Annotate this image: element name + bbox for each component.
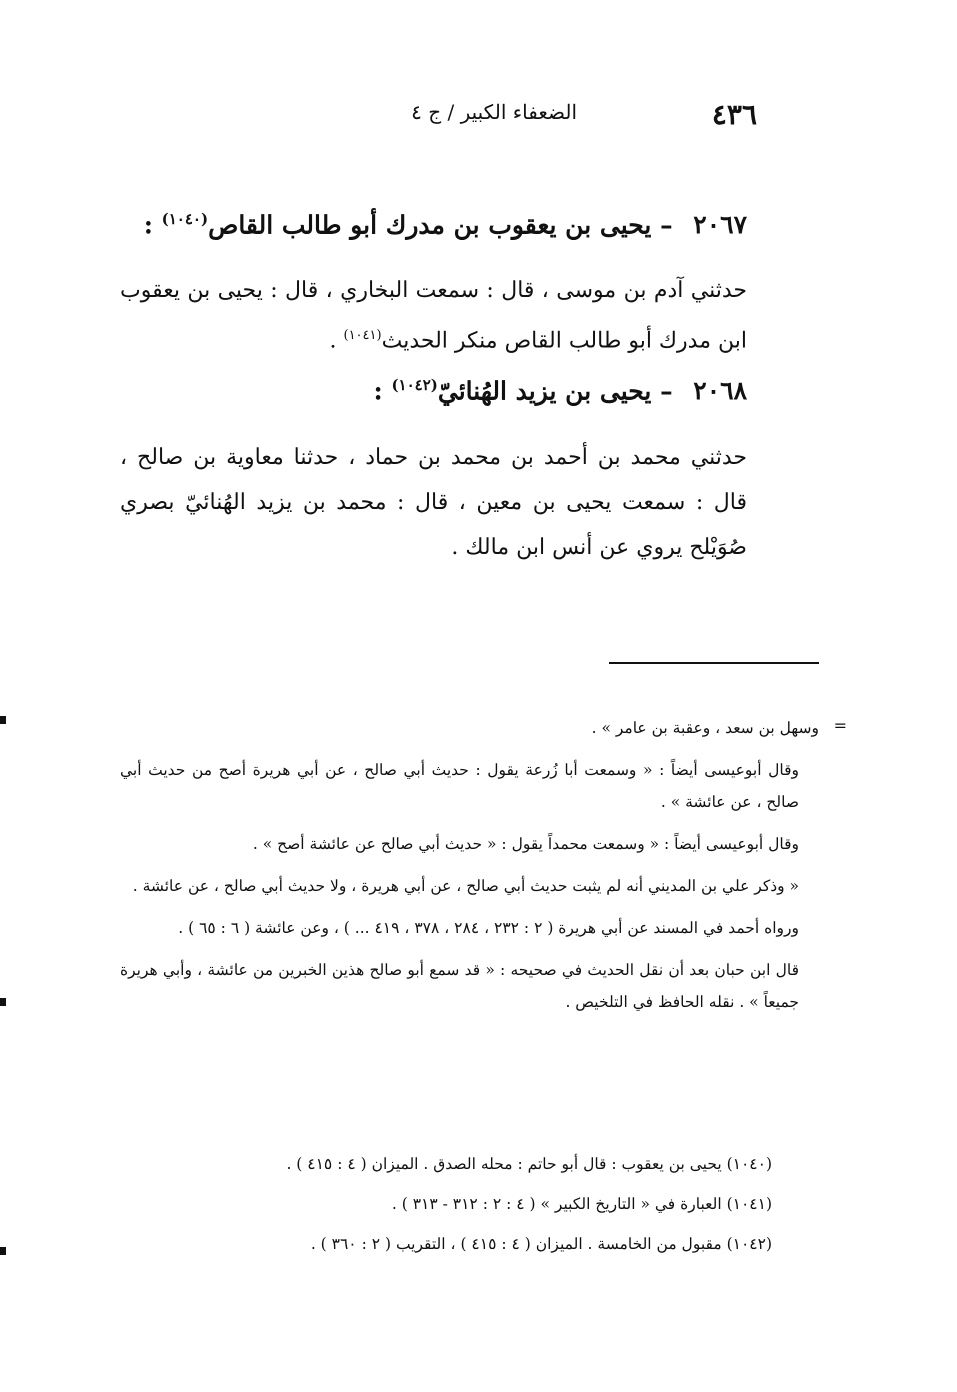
scan-edge-mark bbox=[0, 716, 6, 724]
entry-name: يحيى بن يعقوب بن مدرك أبو طالب القاص bbox=[208, 210, 652, 240]
note-paragraph: « وذكر علي بن المديني أنه لم يثبت حديث أبي صالح ، عن أبي هريرة ، ولا حديث أبي صالح ، عن عائشة . bbox=[132, 877, 799, 895]
footnotes bbox=[200, 1144, 772, 1264]
entry-dash: – bbox=[660, 376, 673, 406]
note-paragraph: وقال أبوعيسى أيضاً : « وسمعت أبا زُرعة يقول : حديث أبي صالح ، عن أبي هريرة أصح من حديث أبي صالح ، عن عائشة » . bbox=[120, 761, 799, 811]
entry-colon: : bbox=[143, 210, 153, 240]
page-number: ٤٣٦ bbox=[711, 98, 757, 131]
note-paragraph: ورواه أحمد في المسند عن أبي هريرة ( ٢ : ٢٣٢ ، ٢٨٤ ، ٣٧٨ ، ٤١٩ ... ) ، وعن عائشة ( ٦ : ٦٥ ) . bbox=[178, 919, 799, 937]
note-paragraph: قال ابن حبان بعد أن نقل الحديث في صحيحه : « قد سمع أبو صالح هذين الخبرين من عائشة ، وأبي هريرة جميعاً » . نقله الحافظ في التلخيص . bbox=[120, 961, 799, 1011]
scan-edge-mark bbox=[0, 998, 6, 1006]
note-paragraph: وسهل بن سعد ، وعقبة بن عامر » . bbox=[591, 719, 819, 737]
entry-number: ٢٠٦٨ bbox=[693, 376, 747, 406]
notes-section bbox=[120, 712, 819, 1028]
entry-text: حدثني آدم بن موسى ، قال : سمعت البخاري ، قال : يحيى بن يعقوب ابن مدرك أبو طالب القاص منكر الحديث bbox=[120, 278, 747, 354]
entry-colon: : bbox=[373, 376, 383, 406]
entry-number: ٢٠٦٧ bbox=[693, 210, 747, 240]
entry-heading-2068 bbox=[120, 376, 747, 405]
entry-name: يحيى بن يزيد الهُنائيّ bbox=[437, 376, 652, 406]
entry-heading-2067 bbox=[120, 210, 747, 239]
entry-text-2068 bbox=[120, 435, 747, 570]
footnote-1041: (١٠٤١) العبارة في « التاريخ الكبير » ( ٤ : ٢ : ٣١٢ - ٣١٣ ) . bbox=[391, 1195, 772, 1213]
footnote-1042: (١٠٤٢) مقبول من الخامسة . الميزان ( ٤ : ٤١٥ ) ، التقريب ( ٢ : ٣٦٠ ) . bbox=[310, 1235, 772, 1253]
footnote-1040: (١٠٤٠) يحيى بن يعقوب : قال أبو حاتم : محله الصدق . الميزان ( ٤ : ٤١٥ ) . bbox=[286, 1155, 772, 1173]
note-paragraph: وقال أبوعيسى أيضاً : « وسمعت محمداً يقول : « حديث أبي صالح عن عائشة أصح » . bbox=[252, 835, 799, 853]
footnote-ref: (١٠٤٢) bbox=[391, 376, 438, 394]
entry-text-end: . bbox=[329, 328, 344, 354]
footnote-separator bbox=[609, 662, 819, 664]
continuation-mark: = bbox=[833, 716, 847, 735]
entry-text: حدثني محمد بن أحمد بن محمد بن حماد ، حدثنا معاوية بن صالح ، قال : سمعت يحيى بن معين ، قال : محمد بن يزيد الهُنائيّ بصري صُوَيْلح يروي عن أنس ابن مالك . bbox=[120, 445, 748, 560]
entry-dash: – bbox=[660, 210, 673, 240]
running-title: الضعفاء الكبير / ج ٤ bbox=[411, 100, 577, 124]
footnote-ref: (١٠٤١) bbox=[343, 328, 382, 343]
scan-edge-mark bbox=[0, 1247, 6, 1255]
entry-text-2067 bbox=[120, 268, 747, 363]
page-header bbox=[120, 98, 757, 138]
footnote-ref: (١٠٤٠) bbox=[161, 210, 209, 228]
